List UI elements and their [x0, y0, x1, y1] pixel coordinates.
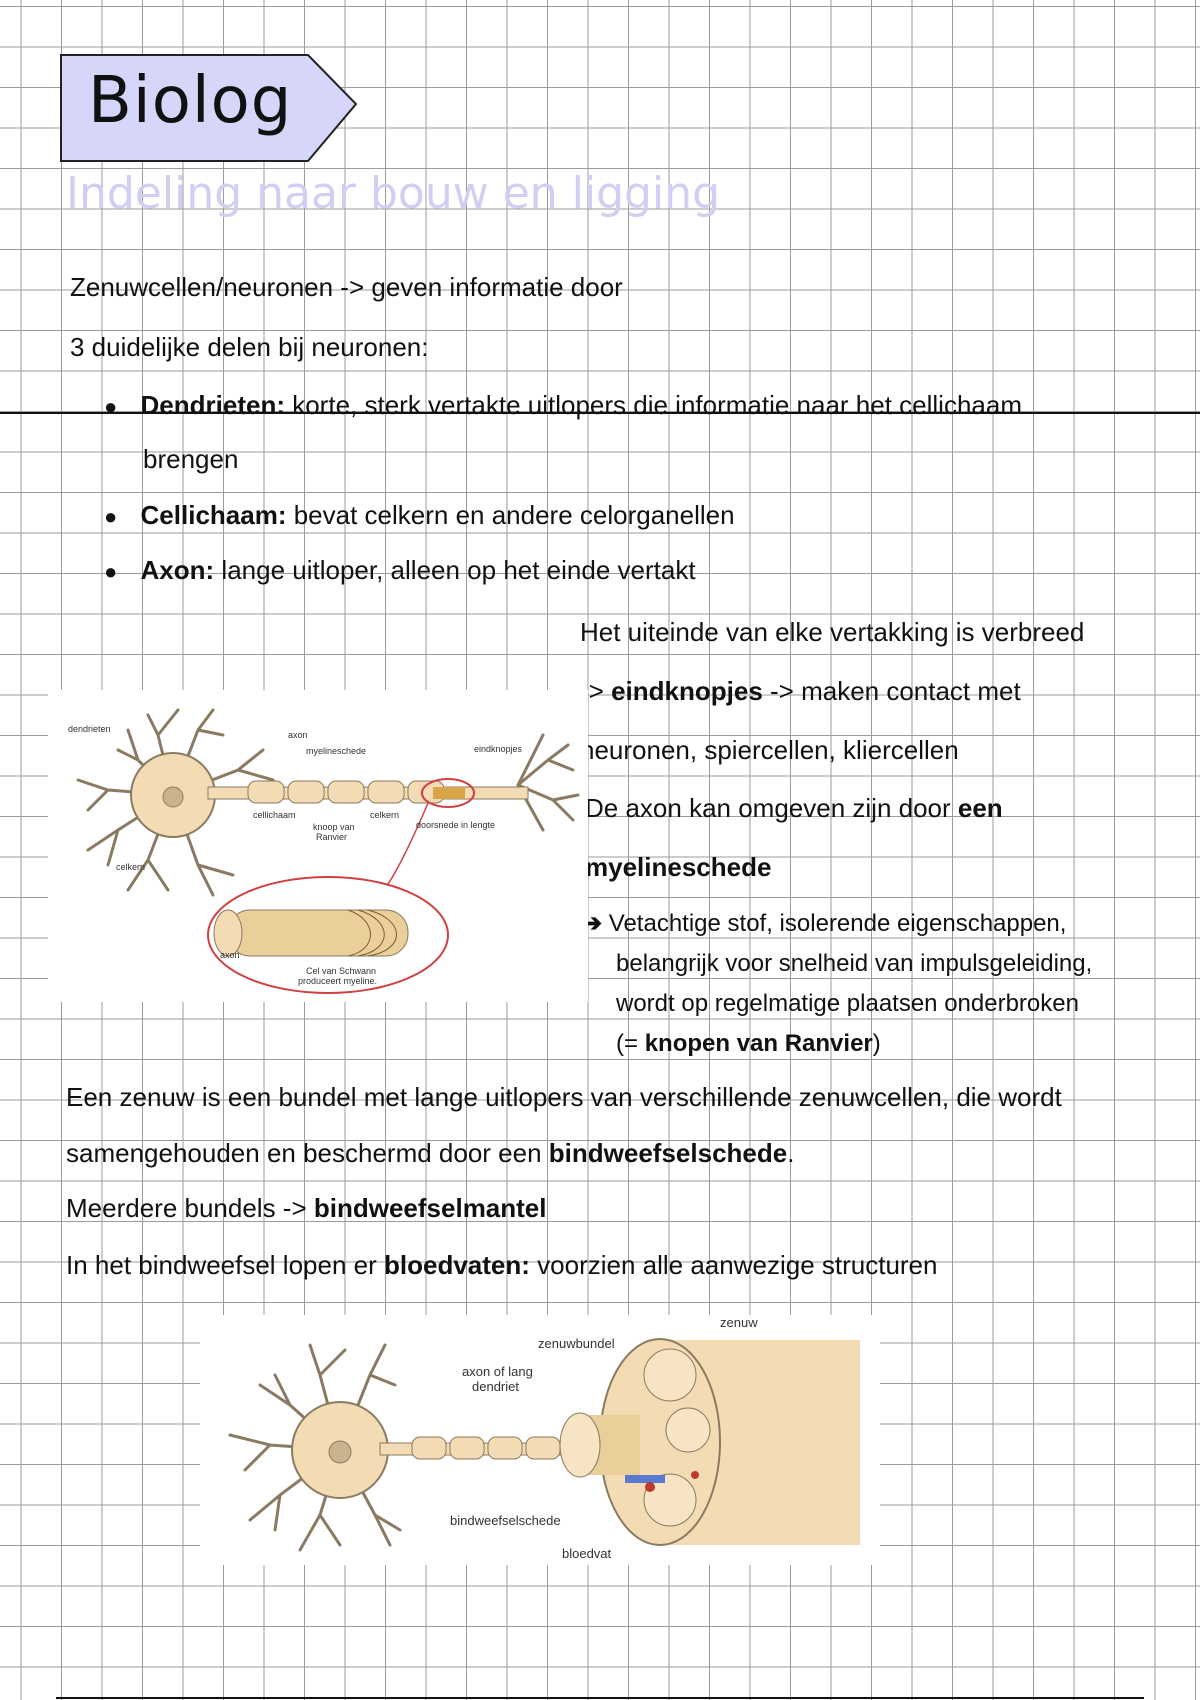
label-dendriet: dendriet — [472, 1379, 519, 1394]
bullet-dendrieten-cont: brengen — [143, 444, 239, 474]
bullet-text: korte, sterk vertakte uitlopers die informatie naar het cellichaam — [285, 390, 1023, 420]
bullet-term: Dendrieten: — [140, 390, 285, 420]
right-line-2 — [580, 676, 1021, 706]
label-axon-detail: axon — [220, 950, 240, 960]
bottom-rule — [56, 1697, 1144, 1699]
text-span: -> maken contact met — [762, 676, 1021, 706]
bullet-term: Axon: — [140, 555, 215, 585]
label-celkern: celkern — [116, 862, 146, 872]
bullet-dendrieten — [104, 390, 1022, 422]
label-schwann-1: Cel van Schwann — [306, 966, 377, 976]
label-doorsnede: doorsnede in lengte — [416, 820, 496, 830]
label-axon-lang: axon of lang — [462, 1364, 533, 1379]
label-zenuw: zenuw — [720, 1315, 758, 1330]
text-span: (= — [616, 1030, 645, 1057]
bold-span: eindknopjes — [611, 676, 763, 706]
label-schwann-2: produceert myeline. — [298, 976, 378, 986]
label-knoop: knoop van — [313, 822, 355, 832]
text-span: De axon kan omgeven zijn door — [585, 793, 958, 823]
arrow-item — [582, 904, 1066, 944]
right-line-1: Het uiteinde van elke vertakking is verbreed — [580, 617, 1085, 647]
label-cellichaam: cellichaam — [253, 810, 296, 820]
bullet-axon — [104, 555, 696, 587]
bold-span: myelineschede — [585, 852, 772, 882]
bullet-icon: ● — [104, 504, 118, 529]
text-span: In het bindweefsel lopen er — [66, 1250, 384, 1280]
section-subtitle: Indeling naar bouw en ligging — [66, 168, 721, 219]
label-dendrieten: dendrieten — [68, 724, 111, 734]
intro-line-2: 3 duidelijke delen bij neuronen: — [70, 332, 429, 362]
bold-span: knopen van Ranvier — [644, 1030, 873, 1057]
arrow-line-3: wordt op regelmatige plaatsen onderbroken — [616, 990, 1079, 1017]
nerve-figure — [200, 1315, 880, 1565]
text-span: ) — [872, 1030, 881, 1057]
right-line-4 — [585, 793, 1003, 823]
label-celkern-mid: celkern — [370, 810, 400, 820]
bold-span: bindweefselmantel — [313, 1193, 547, 1223]
para-line-3 — [66, 1193, 547, 1223]
arrow-line-4 — [616, 1024, 881, 1064]
para-line-4 — [66, 1250, 937, 1280]
bullet-cellichaam — [104, 500, 735, 532]
bold-span: een — [957, 793, 1003, 823]
right-line-5 — [585, 852, 771, 882]
arrow-right-icon: ➔ — [582, 910, 603, 937]
bullet-text: lange uitloper, alleen op het einde vertakt — [214, 555, 696, 585]
text-span: Meerdere bundels -> — [66, 1193, 314, 1223]
text-span: samengehouden en beschermd door een — [66, 1138, 549, 1168]
bullet-icon: ● — [104, 394, 118, 419]
label-myelineschede: myelineschede — [306, 746, 367, 756]
label-axon: axon — [288, 730, 308, 740]
label-bloedvat: bloedvat — [562, 1546, 612, 1561]
label-eindknopjes: eindknopjes — [474, 744, 523, 754]
intro-line-1: Zenuwcellen/neuronen -> geven informatie door — [70, 272, 623, 302]
label-ranvier: Ranvier — [316, 832, 348, 842]
right-line-3: neuronen, spiercellen, kliercellen — [580, 735, 959, 765]
title-tag — [60, 54, 360, 162]
text-span: -> — [580, 676, 612, 706]
para-line-2 — [66, 1138, 794, 1168]
arrow-line-2: belangrijk voor snelheid van impulsgeleiding, — [616, 950, 1093, 977]
neuron-figure — [48, 690, 588, 1002]
para-line-1: Een zenuw is een bundel met lange uitlopers van verschillende zenuwcellen, die wordt — [66, 1082, 1062, 1112]
bullet-icon: ● — [104, 559, 118, 584]
label-zenuwbundel: zenuwbundel — [538, 1336, 615, 1351]
text-span: . — [787, 1138, 795, 1168]
bullet-term: Cellichaam: — [140, 500, 287, 530]
label-bindweefselschede: bindweefselschede — [450, 1513, 561, 1528]
bold-span: bindweefselschede — [548, 1138, 788, 1168]
text-span: voorzien alle aanwezige structuren — [529, 1250, 938, 1280]
arrow-line-1: Vetachtige stof, isolerende eigenschappen, — [602, 910, 1067, 937]
bullet-text: bevat celkern en andere celorganellen — [286, 500, 735, 530]
bold-span: bloedvaten: — [384, 1250, 530, 1280]
title-tag-label: Biolog — [88, 64, 293, 138]
